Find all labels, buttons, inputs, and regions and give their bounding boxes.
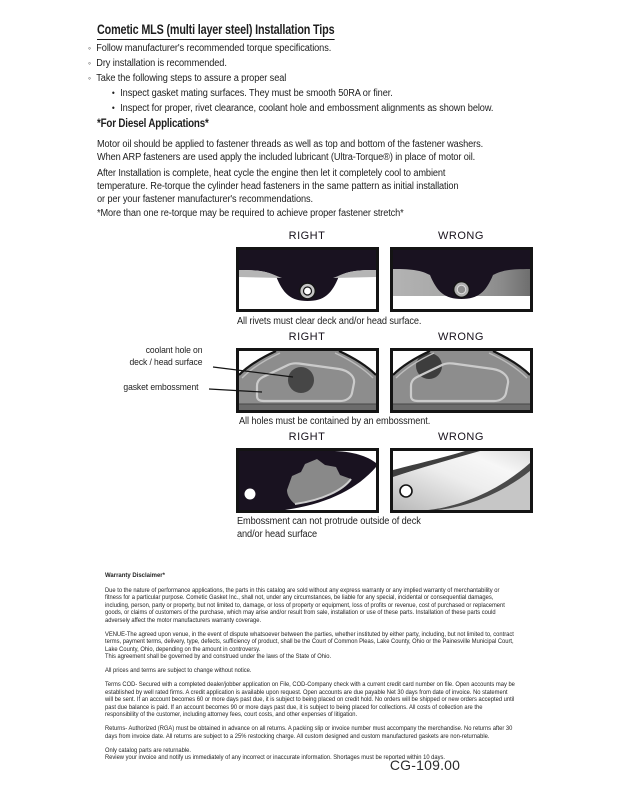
embossment-wrong-figure xyxy=(390,448,533,513)
rivet-wrong-figure xyxy=(390,247,533,312)
list-item: ◦ Follow manufacturer's recommended torque specifications. xyxy=(88,43,332,54)
page-code: CG-109.00 xyxy=(389,757,461,773)
hollow-bullet-icon: ◦ xyxy=(88,73,91,83)
diesel-heading: *For Diesel Applications* xyxy=(97,118,209,130)
disclaimer-paragraph: Review your invoice and notify us immediately of any incorrect or inaccurate information. Shortages must be reported within 10 days. xyxy=(105,754,446,761)
disclaimer-paragraph: Due to the nature of performance applications, the parts in this catalog are sold without any express warranty or any implied warranty of merchantability or fitness for a particular purpose. Cometic Gasket Inc., shall not, under any circumstances, be liable for any special, incidental or consequential damages, including, person, party or property, but not limited to, damage, or loss of property or equipment, loss of profits or revenue, cost of purchased or replacement goods, or claims of customers of the purchase, which may arise and/or result from sale, installation or use of these parts. Installation of these parts could adversely affect the motor manufacturers warranty coverage. xyxy=(105,586,505,624)
disclaimer-paragraph: VENUE-The agreed upon venue, in the event of dispute whatsoever between the parties, whether instituted by either party, including, but not limited to, contract terms, payment terms, delivery, type, defects, sufficiency of product, shall be the Court of Common Pleas, Lake County, Ohio or the Painesville Municipal Court, Lake County, Ohio, depending on the amount in controversy. xyxy=(105,630,514,653)
disclaimer-heading: Warranty Disclaimer* xyxy=(105,572,165,579)
disclaimer-paragraph: All prices and terms are subject to change without notice. xyxy=(105,667,252,674)
diesel-paragraph-2: After Installation is complete, heat cycle the engine then let it completely cool to ambient temperature. Re-torque the cylinder head fasteners in the same pattern as initial installation or per your fastener manufacturer's recommendations. xyxy=(97,168,459,205)
disclaimer-paragraph: Only catalog parts are returnable. xyxy=(105,746,191,754)
filled-bullet-icon: • xyxy=(111,103,115,113)
hollow-bullet-icon: ◦ xyxy=(88,43,91,53)
intro-bullet-list xyxy=(88,41,566,116)
page-title: Cometic MLS (multi layer steel) Installation Tips xyxy=(97,22,334,40)
callout-leader-lines xyxy=(120,340,540,420)
embossment-wrong-label: WRONG xyxy=(438,431,484,443)
retorque-note: *More than one re-torque may be required to achieve proper fastener stretch* xyxy=(97,208,404,219)
rivet-right-figure xyxy=(236,247,379,312)
coolant-wrong-label: WRONG xyxy=(438,331,484,343)
filled-bullet-icon: • xyxy=(111,88,115,98)
hollow-bullet-icon: ◦ xyxy=(88,58,91,68)
embossment-right-label: RIGHT xyxy=(288,431,326,443)
list-item: ◦ Dry installation is recommended. xyxy=(88,58,227,69)
rivet-caption: All rivets must clear deck and/or head surface. xyxy=(237,316,422,327)
warranty-disclaimer xyxy=(105,572,517,768)
list-item: ◦ Take the following steps to assure a proper seal xyxy=(88,73,287,84)
list-item: • Inspect for proper, rivet clearance, coolant hole and embossment alignments as shown below. xyxy=(111,103,494,114)
disclaimer-paragraph: This agreement shall be governed by and construed under the laws of the State of Ohio. xyxy=(105,653,332,660)
gasket-embossment-callout: gasket embossment xyxy=(123,382,199,392)
rivet-right-label: RIGHT xyxy=(288,230,326,242)
coolant-hole-callout: coolant hole on deck / head surface xyxy=(129,345,203,367)
disclaimer-paragraph: Returns- Authorized (RGA) must be obtained in advance on all returns. A packing slip or invoice number must accompany the merchandise. No returns after 30 days from invoice date. All returns are subject to a 25% restocking charge. All custom designed and custom manufactured gaskets are non-returnable. xyxy=(105,725,513,740)
coolant-caption: All holes must be contained by an embossment. xyxy=(239,416,431,427)
disclaimer-paragraph: Terms COD- Secured with a completed dealer/jobber application on File, COD-Company check with a current credit card number on file. Open accounts may be established by well rated firms. A credit application is available upon request. Open accounts are due payable Net 30 days from date of invoice. No statement will be sent. If an account becomes 60 or more days past due, it is subject to being placed on credit hold. No orders will be shipped or new orders accepted until past due balance is paid. If an account becomes 90 or more days past due, it is subject to being placed for collections. All costs of collection are the responsibility of the customer, including attorney fees, court costs, and other expenses of litigation. xyxy=(105,681,515,718)
diesel-paragraph-1: Motor oil should be applied to fastener threads as well as top and bottom of the fastener washers. When ARP fasteners are used apply the included lubricant (Ultra-Torque®) in place of motor oil. xyxy=(97,139,484,163)
list-item: • Inspect gasket mating surfaces. They must be smooth 50RA or finer. xyxy=(111,88,393,99)
rivet-wrong-label: WRONG xyxy=(438,230,484,242)
embossment-right-figure xyxy=(236,448,379,513)
embossment-caption: Embossment can not protrude outside of deck and/or head surface xyxy=(237,516,421,540)
coolant-right-label: RIGHT xyxy=(288,331,326,343)
page-title-wrap xyxy=(97,21,394,40)
